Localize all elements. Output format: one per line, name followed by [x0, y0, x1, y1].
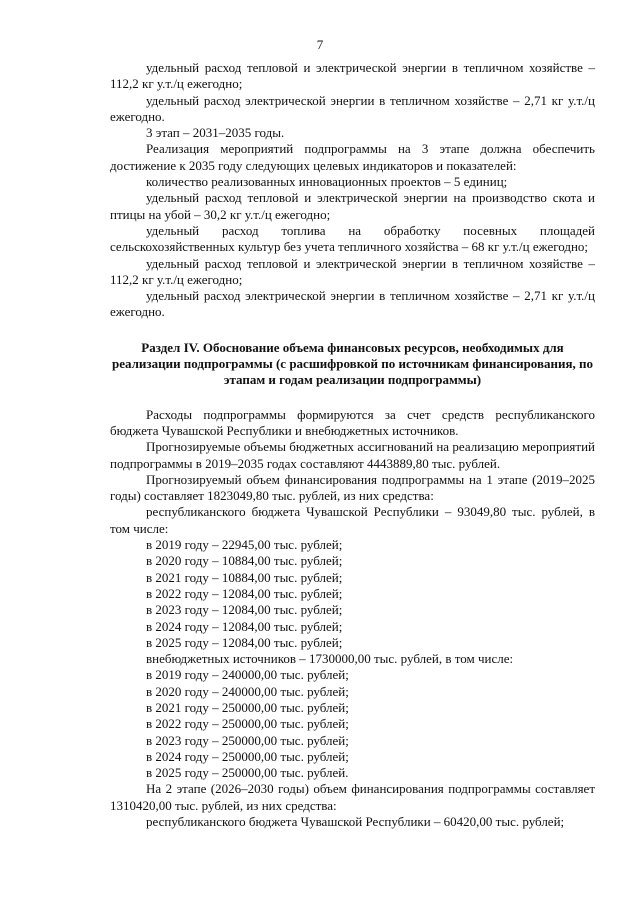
paragraph: республиканского бюджета Чувашской Республики – 93049,80 тыс. рублей, в том числе:	[110, 504, 595, 536]
paragraph: республиканского бюджета Чувашской Республики – 60420,00 тыс. рублей;	[146, 814, 565, 830]
paragraph: удельный расход тепловой и электрической энергии на производство скота и птицы на убой – 30,2 кг у.т./ц ежегодно;	[110, 190, 595, 222]
list-item: в 2025 году – 250000,00 тыс. рублей.	[146, 765, 349, 781]
paragraph: удельный расход тепловой и электрической энергии в тепличном хозяйстве – 112,2 кг у.т./ц ежегодно;	[110, 60, 595, 92]
list-item: в 2019 году – 22945,00 тыс. рублей;	[146, 537, 343, 553]
list-item: в 2020 году – 10884,00 тыс. рублей;	[146, 553, 343, 569]
paragraph: внебюджетных источников – 1730000,00 тыс. рублей, в том числе:	[146, 651, 514, 667]
list-item: в 2023 году – 12084,00 тыс. рублей;	[146, 602, 343, 618]
list-item: в 2023 году – 250000,00 тыс. рублей;	[146, 732, 349, 748]
section-heading: Раздел IV. Обоснование объема финансовых ресурсов, необходимых для реализации подпрограммы (с расшифровкой по источникам финансирования, по этапам и годам реализации подпрограммы)	[111, 339, 594, 388]
list-item: в 2021 году – 10884,00 тыс. рублей;	[146, 569, 343, 585]
paragraph: Реализация мероприятий подпрограммы на 3 этапе должна обеспечить достижение к 2035 году следующих целевых индикаторов и показателей:	[110, 141, 595, 173]
page-number: 7	[316, 37, 324, 52]
list-item: в 2024 году – 250000,00 тыс. рублей;	[146, 748, 349, 764]
list-item: в 2025 году – 12084,00 тыс. рублей;	[146, 634, 343, 650]
paragraph: удельный расход тепловой и электрической энергии в тепличном хозяйстве – 112,2 кг у.т./ц ежегодно;	[110, 255, 595, 287]
list-item: в 2022 году – 250000,00 тыс. рублей;	[146, 716, 349, 732]
paragraph: Расходы подпрограммы формируются за счет средств республиканского бюджета Чувашской Республики и внебюджетных источников.	[110, 406, 595, 438]
list-item: в 2021 году – 250000,00 тыс. рублей;	[146, 699, 349, 715]
list-item: в 2022 году – 12084,00 тыс. рублей;	[146, 585, 343, 601]
paragraph: удельный расход топлива на обработку посевных площадей сельскохозяйственных культур без учета тепличного хозяйства – 68 кг у.т./ц ежегодно;	[110, 222, 595, 255]
list-item: в 2020 году – 240000,00 тыс. рублей;	[146, 683, 349, 699]
list-item: в 2024 году – 12084,00 тыс. рублей;	[146, 618, 343, 634]
paragraph: Прогнозируемый объем финансирования подпрограммы на 1 этапе (2019–2025 годы) составляет 1823049,80 тыс. рублей, из них средства:	[110, 471, 595, 504]
paragraph: удельный расход электрической энергии в тепличном хозяйстве – 2,71 кг у.т./ц ежегодно.	[110, 92, 595, 124]
list-item: в 2019 году – 240000,00 тыс. рублей;	[146, 667, 349, 683]
paragraph: количество реализованных инновационных проектов – 5 единиц;	[146, 174, 508, 190]
document-body	[110, 60, 595, 830]
paragraph: На 2 этапе (2026–2030 годы) объем финансирования подпрограммы составляет 1310420,00 тыс. рублей, из них средства:	[110, 781, 595, 813]
paragraph: Прогнозируемые объемы бюджетных ассигнований на реализацию мероприятий подпрограммы в 2019–2035 годах составляют 4443889,80 тыс. рублей.	[110, 439, 595, 471]
paragraph: 3 этап – 2031–2035 годы.	[146, 125, 285, 141]
paragraph: удельный расход электрической энергии в тепличном хозяйстве – 2,71 кг у.т./ц ежегодно.	[110, 288, 595, 320]
